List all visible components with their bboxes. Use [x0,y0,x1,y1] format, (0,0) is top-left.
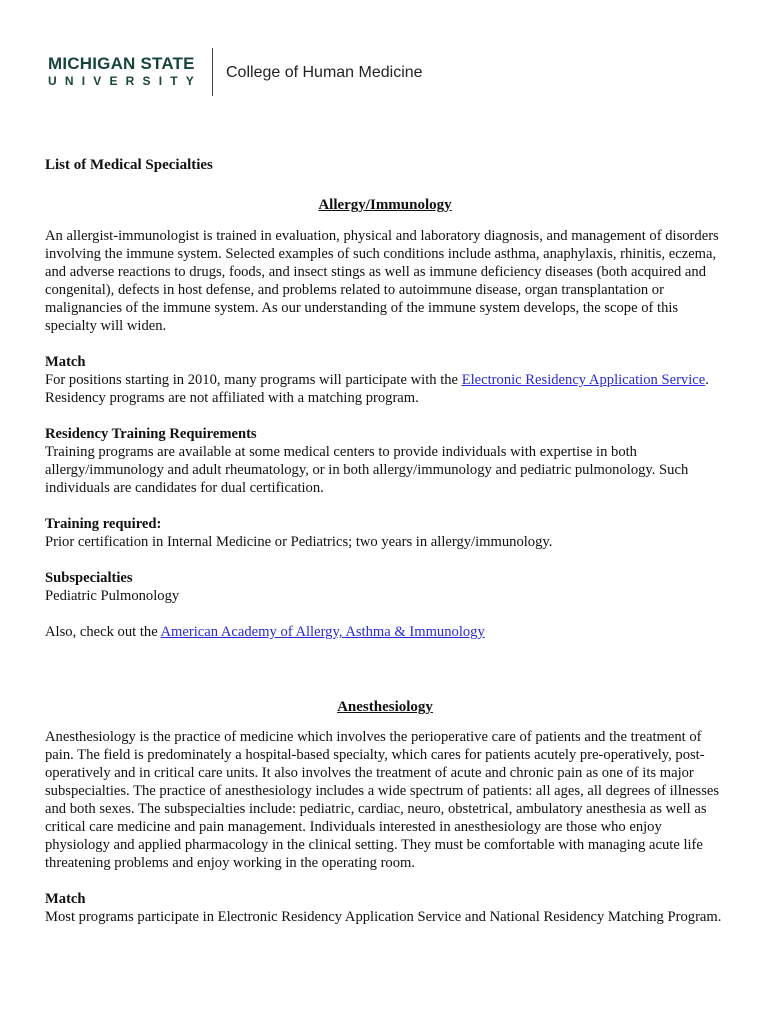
allergy-intro: An allergist-immunologist is trained in evaluation, physical and laboratory diagnosis, and management of disorders involving the immune system. Selected examples of such conditions include asthma, anaphylaxis, rhinitis, eczema, and adverse reactions to drugs, foods, and insect stings as well as immune deficiency diseases (both acquired and congenital), defects in host defense, and problems related to autoimmune disease, organ transplantation or malignancies of the immune system. As our understanding of the immune system develops, the scope of this specialty will widen. [45,228,719,334]
allergy-residency-label: Residency Training Requirements [45,426,257,442]
logo-college-name: College of Human Medicine [226,64,423,81]
match-text-before: For positions starting in 2010, many programs will participate with the [45,372,462,388]
allergy-training-label: Training required: [45,516,162,532]
allergy-subspecialties-label: Subspecialties [45,570,133,586]
logo-divider [212,48,213,96]
anesthesiology-match-label: Match [45,891,86,907]
allergy-also-line [45,623,725,641]
section-heading-allergy: Allergy/Immunology [318,197,452,213]
allergy-training-text: Prior certification in Internal Medicine or Pediatrics; two years in allergy/immunology. [45,534,553,550]
document-body [45,156,725,926]
aaaai-link[interactable]: American Academy of Allergy, Asthma & Immunology [160,624,485,640]
also-text: Also, check out the [45,624,161,640]
anesthesiology-intro: Anesthesiology is the practice of medicine which involves the perioperative care of patients and the treatment of pain. The field is predominately a hospital-based specialty, which cares for patients acutely pre-operatively, post-operatively and in critical care units. It also involves the treatment of acute and chronic pain as one of its major subspecialties. The practice of anesthesiology includes a wide spectrum of patients: all ages, all degrees of illnesses and both sexes. The subspecialties include: pediatric, cardiac, neuro, obstetrical, ambulatory anesthesia as well as critical care medicine and pain management. Individuals interested in anesthesiology are those who enjoy physiology and applied pharmacology in the clinical setting. They must be comfortable with managing acute life threatening problems and enjoy working in the operating room. [45,729,720,871]
document-title: List of Medical Specialties [45,157,213,173]
allergy-subspecialties-text: Pediatric Pulmonology [45,588,180,604]
section-heading-anesthesiology: Anesthesiology [337,699,433,715]
allergy-match-label: Match [45,354,86,370]
match-text-after: . Residency programs are not affiliated with a matching program. [45,372,709,406]
msu-chm-logo [48,48,448,98]
anesthesiology-match-text: Most programs participate in Electronic Residency Application Service and National Residency Matching Program. [45,909,722,925]
eras-link[interactable]: Electronic Residency Application Service [461,372,706,388]
allergy-residency-text: Training programs are available at some medical centers to provide individuals with expertise in both allergy/immunology and adult rheumatology, or in both allergy/immunology and pediatric pulmonology. Such individuals are candidates for dual certification. [45,444,689,496]
logo-line1: MICHIGAN STATE [48,54,195,73]
logo-line2: UNIVERSITY [48,74,203,88]
allergy-match-text [45,371,725,407]
